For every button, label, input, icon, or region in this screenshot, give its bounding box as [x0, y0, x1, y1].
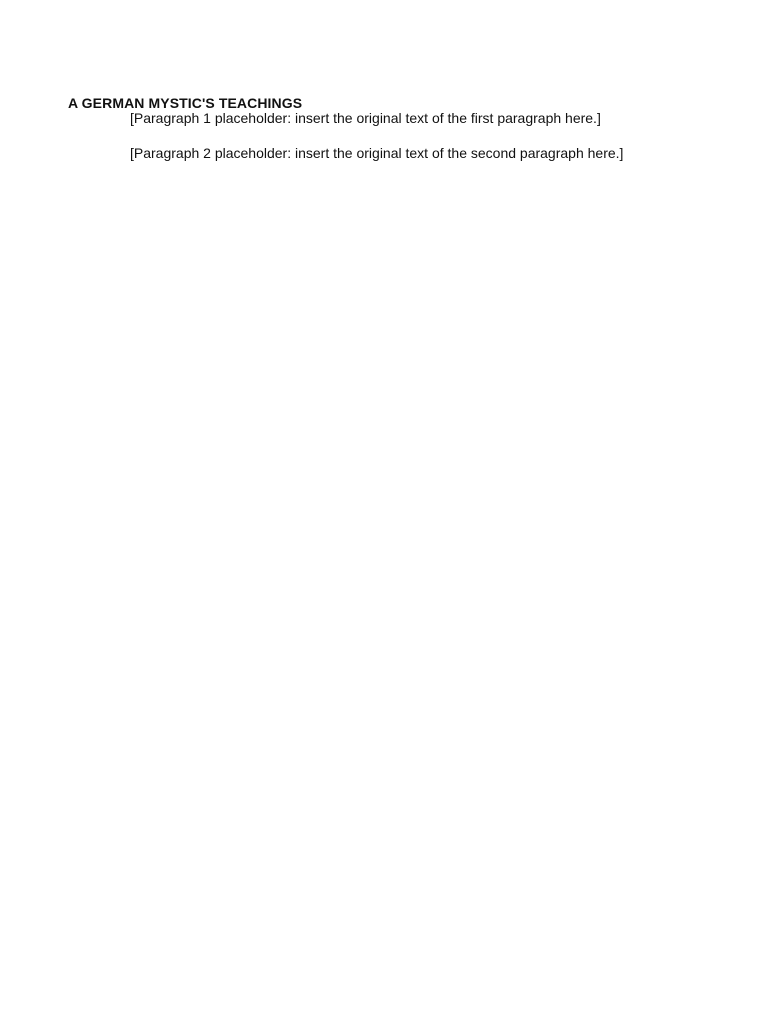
document-body [130, 110, 630, 179]
document-title: A GERMAN MYSTIC'S TEACHINGS [68, 95, 303, 111]
paragraph-1: [Paragraph 1 placeholder: insert the original text of the first paragraph here.] [130, 110, 601, 126]
paragraph-2: [Paragraph 2 placeholder: insert the original text of the second paragraph here.] [130, 144, 624, 161]
